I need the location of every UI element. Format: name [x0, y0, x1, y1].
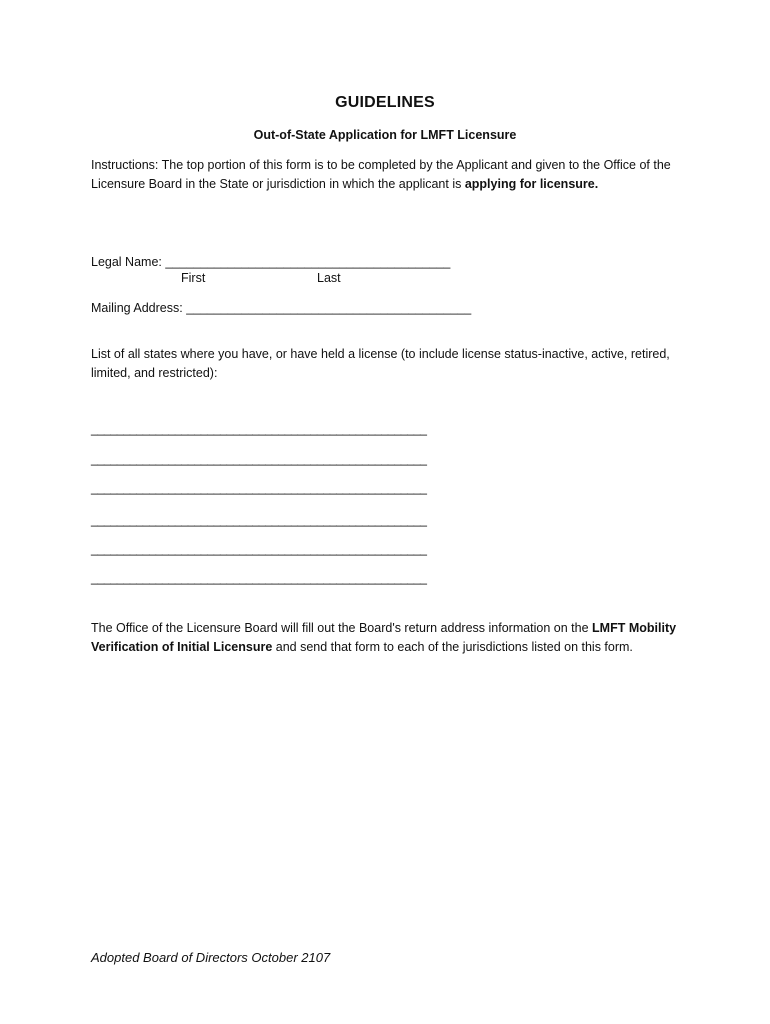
last-name-sublabel: Last: [317, 271, 341, 285]
license-state-line-2[interactable]: ____________________________________________________: [91, 452, 427, 466]
license-state-line-4[interactable]: ____________________________________________________: [91, 513, 427, 527]
instructions-text: Instructions: The top portion of this form is to be completed by the Applicant and given to the Office of the Licensure Board in the State or jurisdiction in which the applicant is: [91, 158, 671, 191]
mailing-address-blank[interactable]: _________________________________________: [186, 301, 472, 315]
first-name-sublabel: First: [181, 271, 206, 285]
license-list-intro: List of all states where you have, or have held a license (to include license status-inactive, active, retired, limited, and restricted):: [91, 347, 670, 380]
license-state-line-1[interactable]: ____________________________________________________: [91, 422, 427, 436]
footer-adopted-note: Adopted Board of Directors October 2107: [91, 950, 331, 965]
mailing-address-label: Mailing Address:: [91, 301, 187, 315]
board-note-text-end: and send that form to each of the jurisdictions listed on this form.: [272, 640, 633, 654]
mailing-address-field[interactable]: [91, 300, 471, 316]
page-title: GUIDELINES: [335, 94, 435, 111]
legal-name-field[interactable]: [91, 254, 450, 270]
instructions-paragraph: [91, 156, 691, 194]
legal-name-blank[interactable]: _________________________________________: [165, 255, 451, 269]
license-state-line-5[interactable]: ____________________________________________________: [91, 542, 427, 556]
page-subtitle: Out-of-State Application for LMFT Licensure: [253, 128, 517, 142]
license-state-line-3[interactable]: ____________________________________________________: [91, 481, 427, 495]
legal-name-label: Legal Name:: [91, 255, 166, 269]
license-state-line-6[interactable]: ____________________________________________________: [91, 571, 427, 585]
instructions-bold-text: applying for licensure.: [464, 177, 599, 191]
board-note-text: The Office of the Licensure Board will fill out the Board's return address information on the: [91, 621, 593, 635]
board-note-form-name: LMFT Mobility Verification of Initial Licensure: [91, 621, 677, 654]
board-note-paragraph: [91, 619, 691, 657]
